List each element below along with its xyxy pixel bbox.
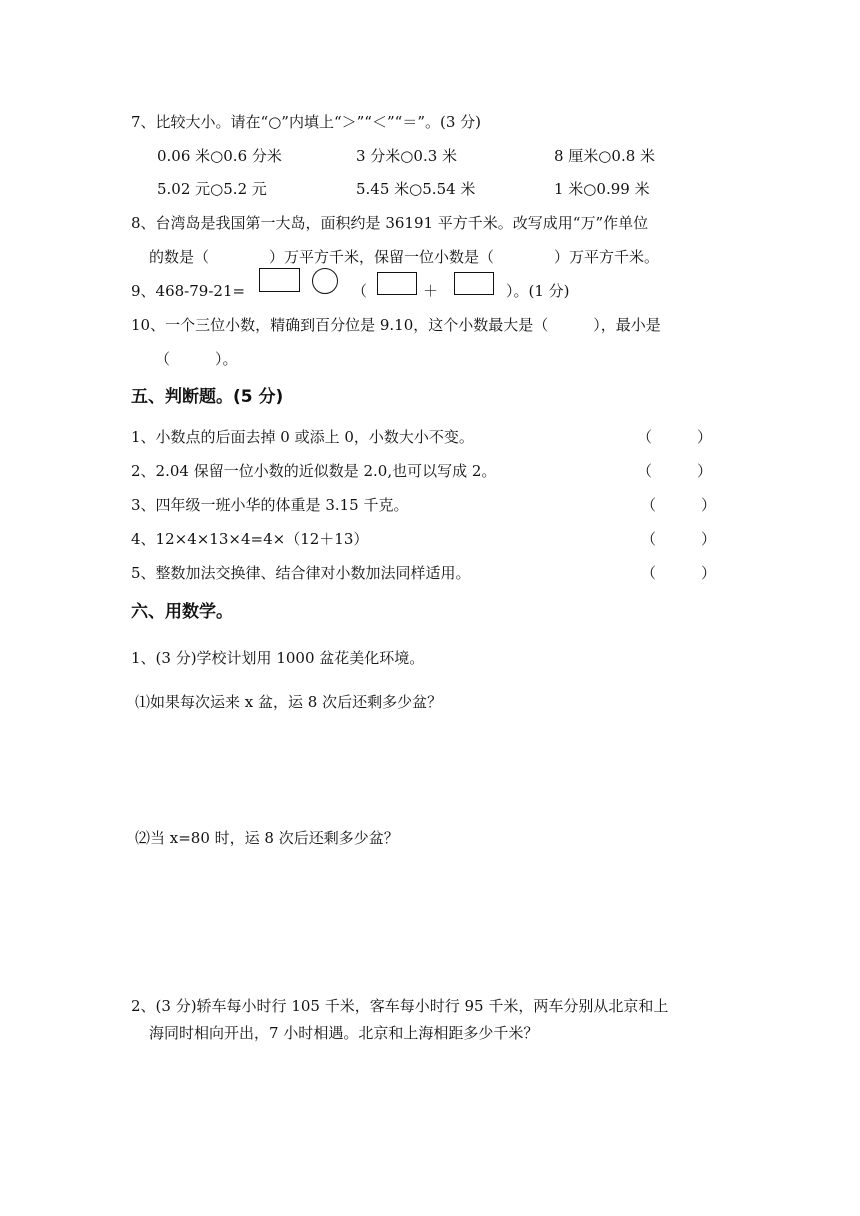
- problem1-part1: ⑴如果每次运来 x 盆，运 8 次后还剩多少盆？: [135, 693, 443, 711]
- q9-open-paren: （: [352, 282, 368, 300]
- q9-plus: ＋: [423, 282, 439, 300]
- q8-line2: 的数是（ ）万平方千米，保留一位小数是（ ）万平方千米。: [149, 248, 660, 266]
- q7-stem: 7、比较大小。请在“○”内填上“＞”“＜”“＝”。(3 分): [131, 113, 481, 131]
- section5-title: 五、判断题。(5 分): [131, 387, 284, 407]
- judge-item: 3、四年级一班小华的体重是 3.15 千克。: [131, 496, 409, 514]
- problem1-stem: 1、(3 分)学校计划用 1000 盆花美化环境。: [131, 649, 425, 667]
- answer-box[interactable]: [259, 268, 300, 292]
- q10-line2: （ ）。: [155, 350, 238, 368]
- judge-answer-blank[interactable]: （ ）: [641, 564, 717, 582]
- judge-answer-blank[interactable]: （ ）: [637, 462, 713, 480]
- q10-line1: 10、一个三位小数，精确到百分位是 9.10，这个小数最大是（ ），最小是: [131, 316, 661, 334]
- judge-item: 2、2.04 保留一位小数的近似数是 2.0,也可以写成 2。: [131, 462, 497, 480]
- q9-prefix: 9、468-79-21=: [131, 282, 246, 300]
- judge-answer-blank[interactable]: （ ）: [641, 496, 717, 514]
- judge-answer-blank[interactable]: （ ）: [641, 530, 717, 548]
- q9-close: ）。(1 分): [506, 282, 570, 300]
- q7-r2-c3: 1 米○0.99 米: [554, 180, 650, 198]
- problem1-part2: ⑵当 x=80 时，运 8 次后还剩多少盆？: [135, 829, 399, 847]
- judge-answer-blank[interactable]: （ ）: [637, 428, 713, 446]
- q7-r1-c2: 3 分米○0.3 米: [356, 147, 458, 165]
- q7-r1-c3: 8 厘米○0.8 米: [554, 147, 656, 165]
- q7-r2-c1: 5.02 元○5.2 元: [157, 180, 267, 198]
- problem2-line1: 2、(3 分)轿车每小时行 105 千米，客车每小时行 95 千米，两车分别从北京和上: [131, 997, 669, 1015]
- judge-item: 5、整数加法交换律、结合律对小数加法同样适用。: [131, 564, 471, 582]
- answer-box[interactable]: [377, 272, 417, 295]
- section6-title: 六、用数学。: [131, 602, 233, 622]
- judge-item: 4、12×4×13×4=4×（12＋13）: [131, 530, 369, 548]
- q7-r1-c1: 0.06 米○0.6 分米: [157, 147, 282, 165]
- answer-box[interactable]: [454, 272, 494, 295]
- problem2-line2: 海同时相向开出，7 小时相遇。北京和上海相距多少千米？: [149, 1024, 539, 1042]
- q8-line1: 8、台湾岛是我国第一大岛，面积约是 36191 平方千米。改写成用“万”作单位: [131, 214, 649, 232]
- q7-r2-c2: 5.45 米○5.54 米: [356, 180, 476, 198]
- judge-item: 1、小数点的后面去掉 0 或添上 0，小数大小不变。: [131, 428, 474, 446]
- answer-circle[interactable]: [312, 268, 338, 294]
